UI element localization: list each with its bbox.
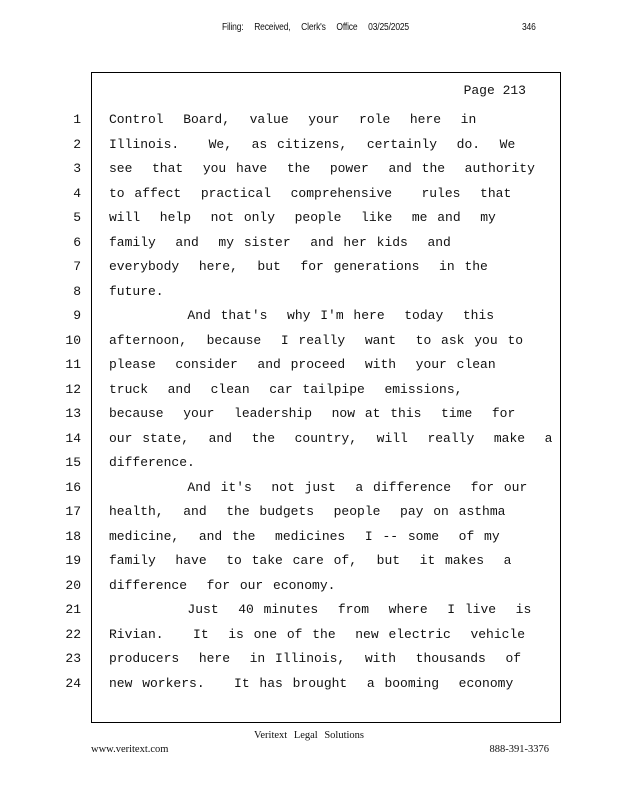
footer-phone: 888-391-3376 [489,744,549,755]
line-text: Illinois. We, as citizens, certainly do. We [109,136,516,152]
transcript-line [0,357,618,382]
line-text: because your leadership now at this time for [109,406,516,421]
line-text: truck and clean car tailpipe emissions, [109,381,463,397]
transcript-line [0,186,618,211]
line-number: 22 [65,626,81,642]
received-label: Received, [254,22,291,33]
line-number: 1 [73,112,81,127]
line-number: 5 [73,210,81,225]
transcript-line [0,651,618,676]
transcript-line [0,431,618,456]
line-number: 15 [65,455,81,470]
transcript-line [0,406,618,431]
line-number: 14 [65,430,81,446]
line-text: health, and the budgets people pay on asthma [109,504,506,519]
transcript-page-label: Page 213 [463,83,526,98]
transcript-line [0,210,618,235]
transcript-line [0,553,618,578]
line-text: difference. [109,455,195,470]
line-number: 12 [65,381,81,397]
transcript-line [0,235,618,260]
transcript-line [0,112,618,137]
line-text: afternoon, because I really want to ask you to [109,332,524,348]
line-text: And it's not just a difference for our [109,479,528,495]
transcript-line [0,259,618,284]
line-text: Just 40 minutes from where I live is [109,602,532,617]
transcript-line [0,578,618,603]
line-text: difference for our economy. [109,577,336,593]
transcript-line [0,137,618,162]
line-text: Control Board, value your role here in [109,112,477,127]
line-number: 2 [73,136,81,152]
line-number: 13 [65,406,81,421]
transcript-line [0,504,618,529]
line-number: 6 [73,234,81,250]
transcript-line [0,529,618,554]
transcript-line [0,676,618,701]
line-number: 9 [73,308,81,323]
transcript-line [0,333,618,358]
transcript-line [0,627,618,652]
transcript-line [0,602,618,627]
transcript-line [0,308,618,333]
line-text: future. [109,283,164,299]
line-number: 16 [65,479,81,495]
footer-company: Veritext Legal Solutions [253,730,365,741]
filing-date: 03/25/2025 [368,22,409,33]
line-text: everybody here, but for generations in the [109,259,488,274]
line-text: medicine, and the medicines I -- some of my [109,528,500,544]
line-number: 10 [65,332,81,348]
filing-stamp [222,22,418,33]
line-number: 4 [73,185,81,201]
line-number: 11 [65,357,81,372]
line-text: family have to take care of, but it makes a [109,553,512,568]
line-text: our state, and the country, will really make a [109,430,553,446]
line-number: 18 [65,528,81,544]
line-text: see that you have the power and the authority [109,161,535,176]
line-number: 21 [65,602,81,617]
line-number: 8 [73,283,81,299]
line-number: 23 [65,651,81,666]
line-text: family and my sister and her kids and [109,234,451,250]
line-text: new workers. It has brought a booming economy [109,675,514,691]
line-number: 19 [65,553,81,568]
line-number: 24 [65,675,81,691]
line-text: please consider and proceed with your clean [109,357,496,372]
office-label: Office [336,22,358,33]
line-text: will help not only people like me and my [109,210,496,225]
line-text: Rivian. It is one of the new electric vehicle [109,626,526,642]
transcript-line [0,480,618,505]
transcript-line [0,455,618,480]
clerks-label: Clerk's [301,22,326,33]
line-text: to affect practical comprehensive rules that [109,185,512,201]
line-number: 3 [73,161,81,176]
filing-page-number: 346 [522,22,536,33]
line-number: 7 [73,259,81,274]
footer-website: www.veritext.com [91,744,169,755]
line-number: 17 [65,504,81,519]
line-text: And that's why I'm here today this [109,308,495,323]
transcript-line [0,382,618,407]
transcript-line [0,284,618,309]
transcript-line [0,161,618,186]
line-text: producers here in Illinois, with thousands of [109,651,522,666]
filing-label: Filing: [222,22,244,33]
line-number: 20 [65,577,81,593]
